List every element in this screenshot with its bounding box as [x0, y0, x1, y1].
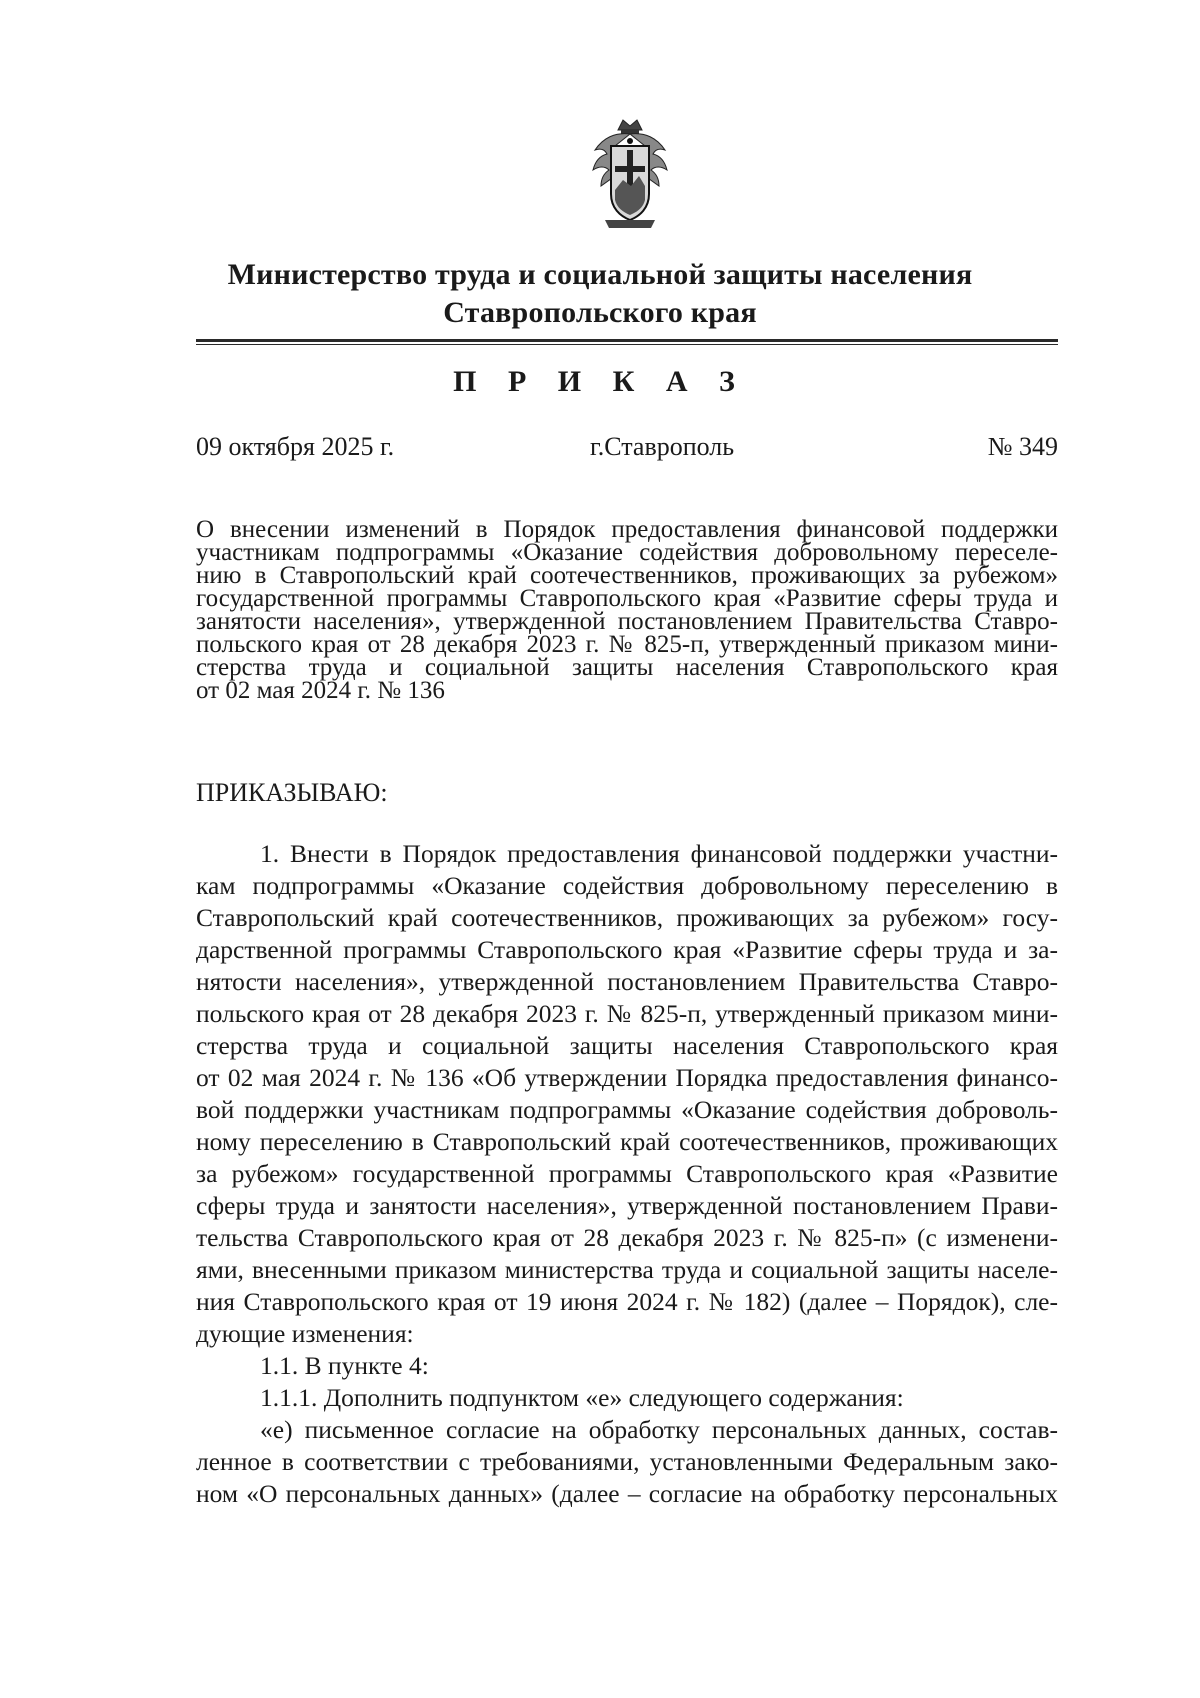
body-line: дующие изменения: — [196, 1319, 414, 1348]
coat-of-arms-icon — [585, 116, 675, 231]
subject-line: от 02 мая 2024 г. № 136 — [196, 677, 445, 704]
body-line: стерства труда и социальной защиты населения Ставропольского края — [196, 1031, 1058, 1060]
body-line: ленное в соответствии с требованиями, установленными Федеральным зако- — [196, 1447, 1058, 1476]
order-date: 09 октября 2025 г. — [196, 432, 395, 461]
body-line: сферы труда и занятости населения», утвержденной постановлением Прави- — [196, 1191, 1058, 1220]
order-subject — [196, 518, 1058, 702]
body-line: польского края от 28 декабря 2023 г. № 825-п, утвержденный приказом мини- — [196, 999, 1058, 1028]
body-line: ния Ставропольского края от 19 июня 2024 г. № 182) (далее – Порядок), сле- — [196, 1287, 1058, 1316]
body-line: «е) письменное согласие на обработку персональных данных, состав- — [260, 1415, 1058, 1444]
subject-line: польского края от 28 декабря 2023 г. № 825-п, утвержденный приказом мини- — [196, 631, 1058, 658]
subject-line: О внесении изменений в Порядок предоставления финансовой поддержки — [196, 516, 1058, 543]
body-line: 1.1.1. Дополнить подпунктом «е» следующего содержания: — [260, 1383, 904, 1412]
body-line: за рубежом» государственной программы Ставропольского края «Развитие — [196, 1159, 1058, 1188]
order-number: № 349 — [987, 432, 1058, 461]
subject-line: государственной программы Ставропольского края «Развитие сферы труда и — [196, 585, 1058, 612]
body-line: от 02 мая 2024 г. № 136 «Об утверждении Порядка предоставления финансо- — [196, 1063, 1058, 1092]
document-type-heading: П Р И К А З — [453, 365, 747, 398]
header-divider-thin — [196, 344, 1058, 345]
body-line: 1.1. В пункте 4: — [260, 1351, 429, 1380]
ministry-title-line2: Ставропольского края — [443, 296, 757, 329]
body-line: ному переселению в Ставропольский край соотечественников, проживающих — [196, 1127, 1058, 1156]
subject-line: участникам подпрограммы «Оказание содействия добровольному переселе- — [196, 539, 1058, 566]
subject-line: стерства труда и социальной защиты населения Ставропольского края — [196, 654, 1058, 681]
body-line: Ставропольский край соотечественников, проживающих за рубежом» госу- — [196, 903, 1058, 932]
body-line: 1. Внести в Порядок предоставления финансовой поддержки участни- — [260, 839, 1058, 868]
body-line: кам подпрограммы «Оказание содействия добровольному переселению в — [196, 871, 1058, 900]
subject-line: нию в Ставропольский край соотечественников, проживающих за рубежом» — [196, 562, 1058, 589]
body-line: ями, внесенными приказом министерства труда и социальной защиты населе- — [196, 1255, 1058, 1284]
body-line: тельства Ставропольского края от 28 декабря 2023 г. № 825-п» (с изменени- — [196, 1223, 1058, 1252]
body-line: нятости населения», утвержденной постановлением Правительства Ставро- — [196, 967, 1058, 996]
body-line: вой поддержки участникам подпрограммы «Оказание содействия доброволь- — [196, 1095, 1058, 1124]
order-city: г.Ставрополь — [590, 432, 735, 461]
header-divider-thick — [196, 339, 1058, 342]
body-line: дарственной программы Ставропольского края «Развитие сферы труда и за- — [196, 935, 1058, 964]
subject-line: занятости населения», утвержденной постановлением Правительства Ставро- — [196, 608, 1058, 635]
ministry-title-line1: Министерство труда и социальной защиты населения — [227, 258, 973, 291]
body-line: ном «О персональных данных» (далее – согласие на обработку персональных — [196, 1479, 1058, 1508]
order-directive-word: ПРИКАЗЫВАЮ: — [196, 778, 388, 807]
